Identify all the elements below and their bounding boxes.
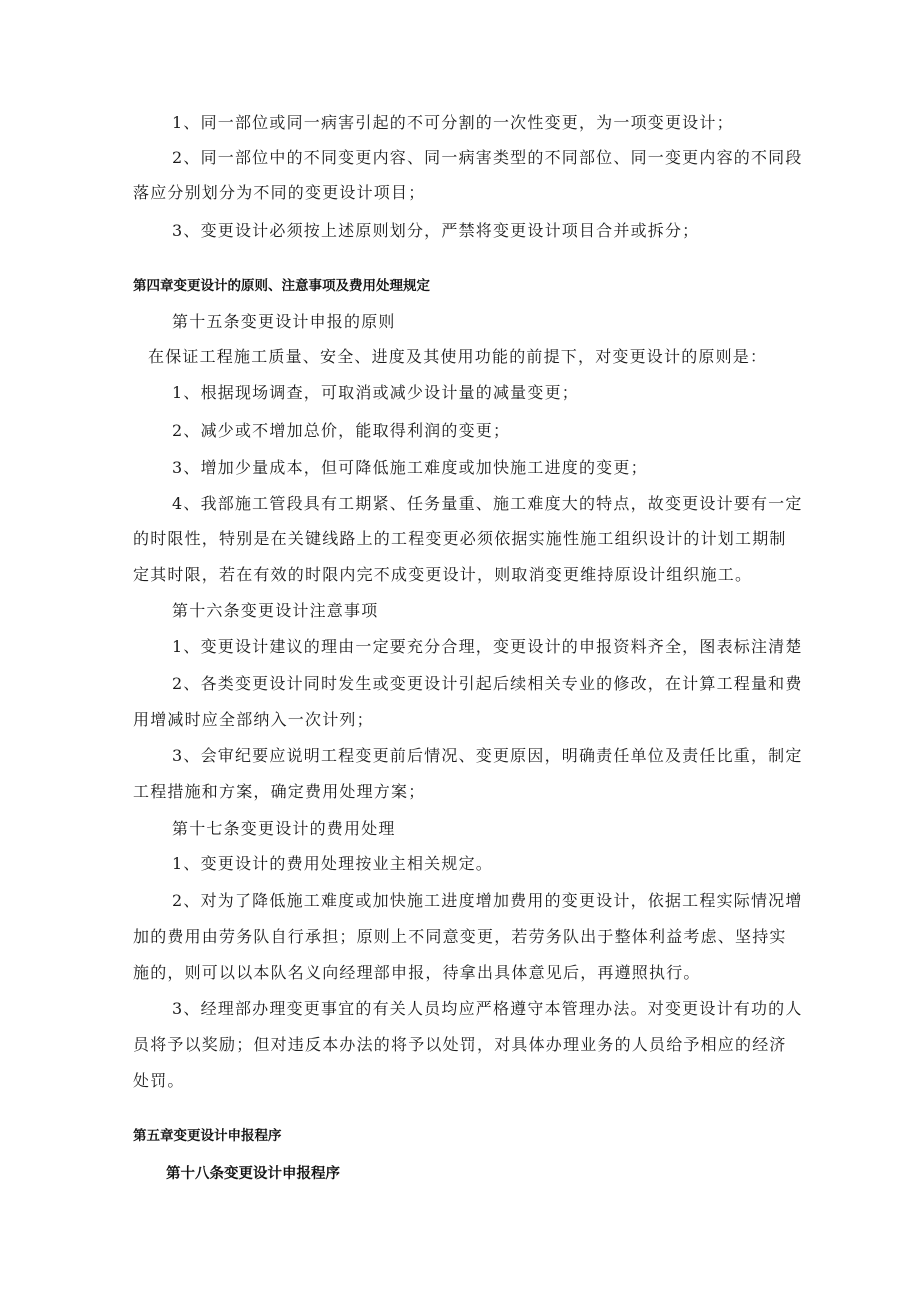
paragraph-line: 3、经理部办理变更事宜的有关人员均应严格遵守本管理办法。对变更设计有功的人: [172, 999, 803, 1018]
paragraph-line: 2、各类变更设计同时发生或变更设计引起后续相关专业的修改，在计算工程量和费: [172, 674, 803, 693]
paragraph-line: 2、减少或不增加总价，能取得利润的变更；: [172, 421, 511, 440]
paragraph-line: 在保证工程施工质量、安全、进度及其使用功能的前提下，对变更设计的原则是：: [148, 347, 768, 366]
paragraph-line: 3、会审纪要应说明工程变更前后情况、变更原因，明确责任单位及责任比重，制定: [172, 746, 803, 765]
paragraph-line: 3、变更设计必须按上述原则划分，严禁将变更设计项目合并或拆分；: [172, 221, 700, 240]
paragraph-line: 落应分别划分为不同的变更设计项目；: [133, 183, 426, 202]
article-heading: 第十六条变更设计注意事项: [172, 601, 379, 620]
paragraph-line: 1、变更设计的费用处理按业主相关规定。: [172, 854, 493, 873]
chapter-heading: 第五章变更设计申报程序: [133, 1128, 282, 1144]
paragraph-line: 处罚。: [133, 1071, 185, 1090]
paragraph-line: 施的，则可以以本队名义向经理部申报，待拿出具体意见后，再遵照执行。: [133, 963, 701, 982]
article-heading: 第十五条变更设计申报的原则: [172, 312, 396, 331]
paragraph-line: 2、同一部位中的不同变更内容、同一病害类型的不同部位、同一变更内容的不同段: [172, 148, 803, 167]
paragraph-line: 加的费用由劳务队自行承担；原则上不同意变更，若劳务队出于整体利益考虑、坚持实: [133, 927, 787, 946]
paragraph-line: 工程措施和方案，确定费用处理方案；: [133, 782, 426, 801]
paragraph-line: 3、增加少量成本，但可降低施工难度或加快施工进度的变更；: [172, 458, 648, 477]
paragraph-line: 定其时限，若在有效的时限内完不成变更设计，则取消变更维持原设计组织施工。: [133, 565, 753, 584]
paragraph-line: 1、根据现场调查，可取消或减少设计量的减量变更；: [172, 383, 579, 402]
article-heading: 第十七条变更设计的费用处理: [172, 819, 396, 838]
paragraph-line: 1、变更设计建议的理由一定要充分合理，变更设计的申报资料齐全，图表标注清楚: [172, 637, 803, 656]
chapter-heading: 第四章变更设计的原则、注意事项及费用处理规定: [133, 278, 430, 294]
paragraph-line: 员将予以奖励；但对违反本办法的将予以处罚，对具体办理业务的人员给予相应的经济: [133, 1035, 787, 1054]
paragraph-line: 的时限性，特别是在关键线路上的工程变更必须依据实施性施工组织设计的计划工期制: [133, 529, 787, 548]
paragraph-line: 1、同一部位或同一病害引起的不可分割的一次性变更，为一项变更设计；: [172, 113, 734, 132]
paragraph-line: 4、我部施工管段具有工期紧、任务量重、施工难度大的特点，故变更设计要有一定: [172, 494, 803, 513]
paragraph-line: 2、对为了降低施工难度或加快施工进度增加费用的变更设计，依据工程实际情况增: [172, 891, 803, 910]
article-heading: 第十八条变更设计申报程序: [166, 1166, 340, 1182]
paragraph-line: 用增减时应全部纳入一次计列；: [133, 710, 374, 729]
